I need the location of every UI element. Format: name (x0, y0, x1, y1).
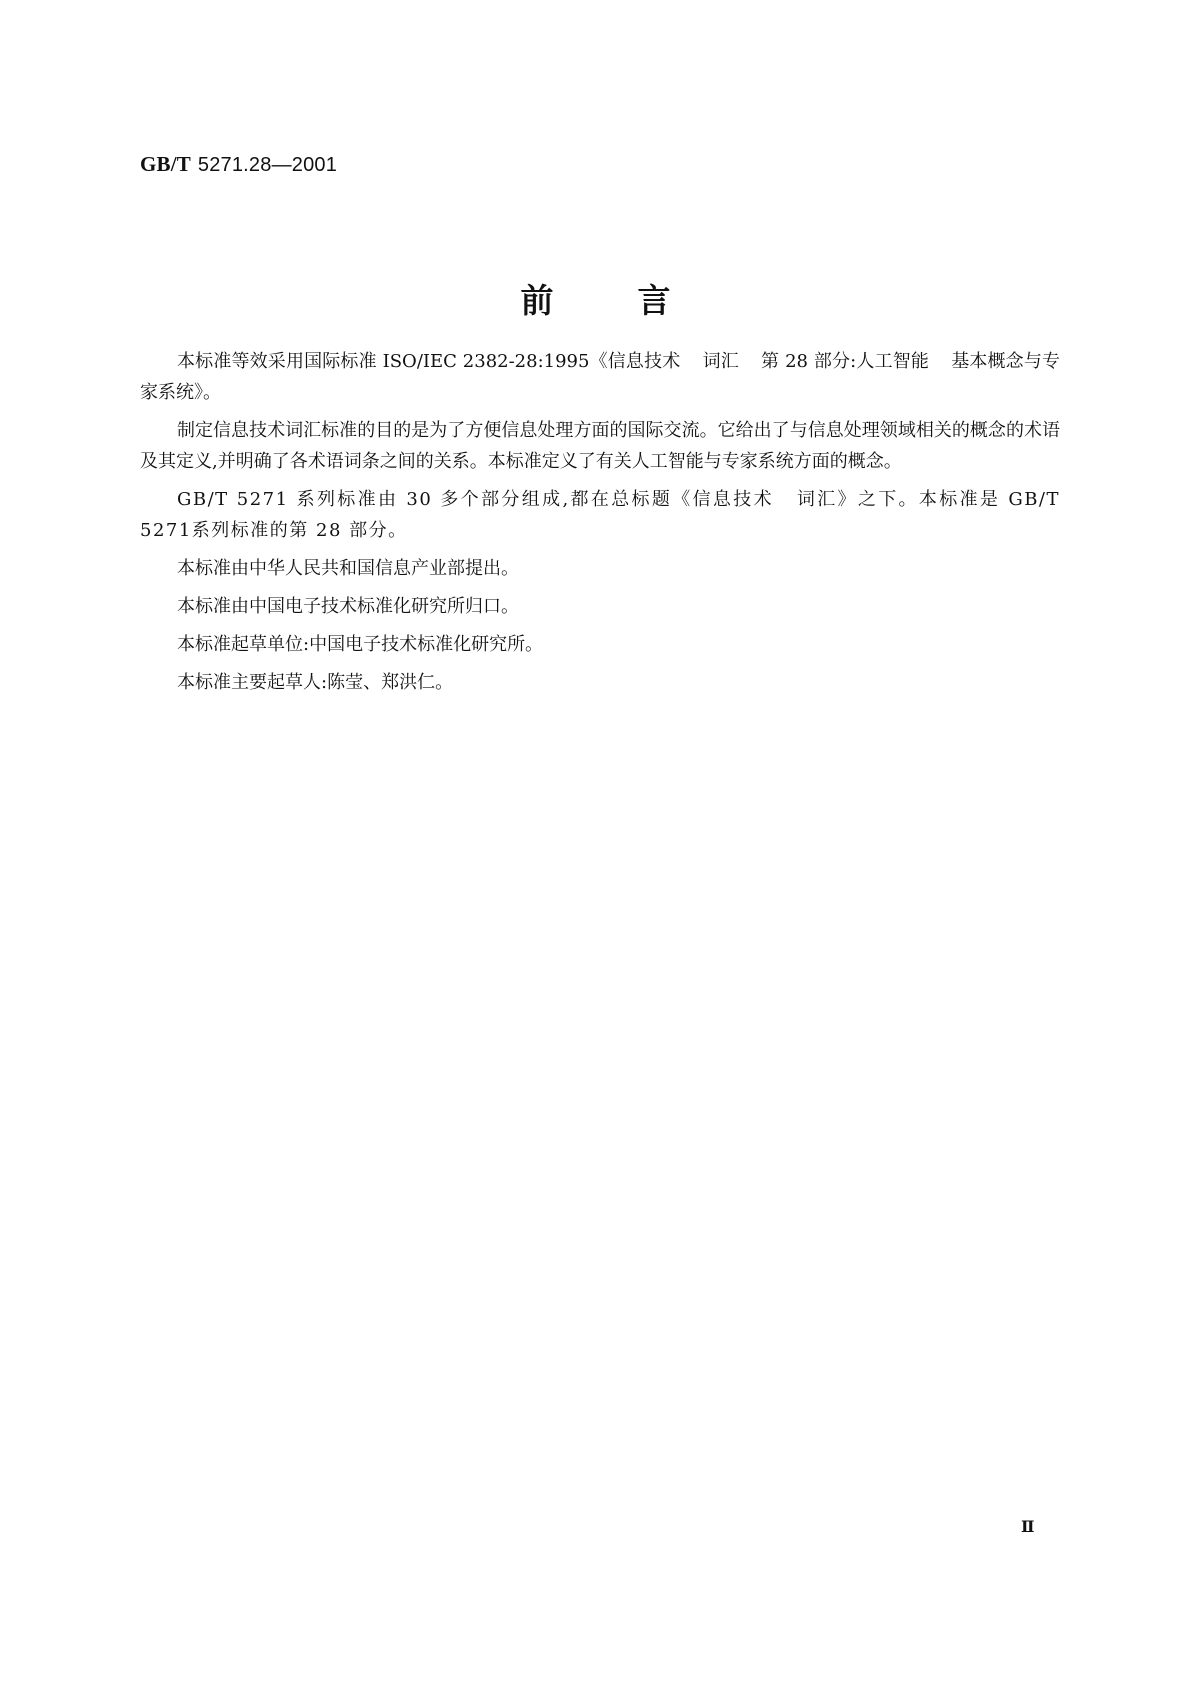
foreword-paragraph-7 (140, 667, 1060, 698)
paragraph-1-part-4: 基本概念与专家系统》。 (140, 351, 1060, 403)
foreword-paragraph-6 (140, 629, 1060, 660)
paragraph-6-text: 本标准起草单位:中国电子技术标准化研究所。 (177, 634, 544, 655)
standard-number: 5271.28—2001 (197, 154, 338, 176)
paragraph-3-part-2: 词汇》之下。本标准是 GB/T 5271系列标准的第 28 部分。 (140, 489, 1061, 541)
paragraph-2-text: 制定信息技术词汇标准的目的是为了方便信息处理方面的国际交流。它给出了与信息处理领域相关的概念的术语及其定义,并明确了各术语词条之间的关系。本标准定义了有关人工智能与专家系统方面的概念。 (140, 420, 1060, 472)
paragraph-7-text: 本标准主要起草人:陈莹、郑洪仁。 (177, 672, 454, 693)
paragraph-3-part-1: GB/T 5271 系列标准由 30 多个部分组成,都在总标题《信息技术 (177, 489, 774, 510)
paragraph-1-part-2: 词汇 (702, 351, 739, 372)
foreword-paragraph-2 (140, 415, 1060, 477)
foreword-paragraph-5 (140, 591, 1060, 622)
paragraph-5-text: 本标准由中国电子技术标准化研究所归口。 (177, 596, 519, 617)
paragraph-1-part-1: 本标准等效采用国际标准 ISO/IEC 2382-28:1995《信息技术 (177, 351, 681, 372)
paragraph-1-part-3: 第 28 部分:人工智能 (760, 351, 930, 372)
foreword-paragraph-1 (140, 346, 1060, 408)
foreword-body (140, 346, 1060, 705)
foreword-paragraph-3 (140, 484, 1060, 546)
standard-prefix: GB/T (140, 152, 191, 176)
page-number: Ⅱ (1021, 1519, 1035, 1536)
standard-code-header (140, 152, 337, 177)
foreword-paragraph-4 (140, 553, 1060, 584)
paragraph-4-text: 本标准由中华人民共和国信息产业部提出。 (177, 558, 519, 579)
page-title: 前言 (520, 281, 755, 320)
